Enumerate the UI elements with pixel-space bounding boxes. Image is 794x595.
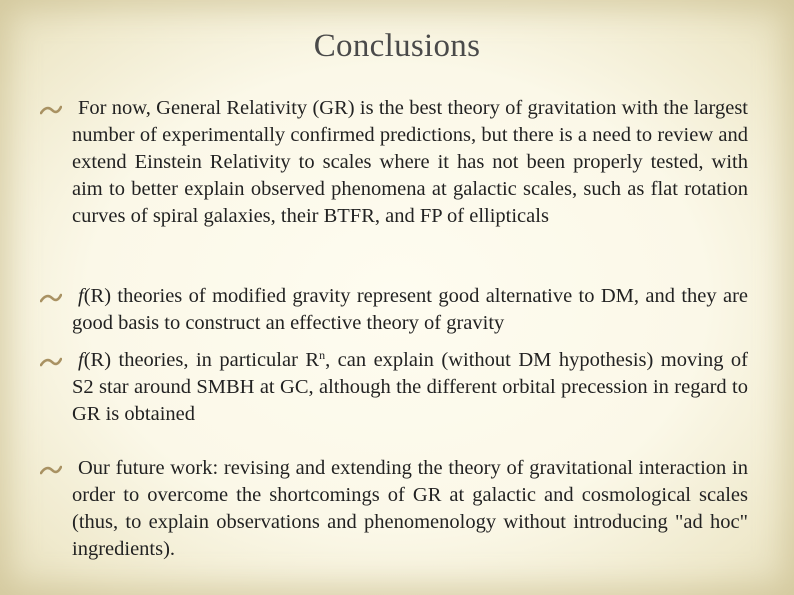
superscript-n: n	[319, 348, 326, 362]
bullet-marker-icon	[40, 292, 62, 304]
bullet-marker-icon	[40, 356, 62, 368]
bullet-text-part-a: (R) theories, in particular R	[83, 349, 320, 371]
bullet-text-part-b: , can explain (without DM hypothesis) moving of S2 star around SMBH at GC, although the different orbital precession in regard to GR is obtained	[72, 349, 748, 425]
bullet-marker-icon	[40, 464, 62, 476]
bullet-item-3	[72, 347, 748, 428]
bullet-item-1	[72, 95, 748, 230]
function-symbol: f	[78, 285, 84, 307]
bullet-marker-icon	[40, 104, 62, 116]
bullet-item-4	[72, 455, 748, 563]
slide-title: Conclusions	[313, 28, 481, 64]
bullet-text: For now, General Relativity (GR) is the best theory of gravitation with the largest number of experimentally confirmed predictions, but there is a need to review and extend Einstein Relativity to scales where it has not been properly tested, with aim to better explain observed phenomena at galactic scales, such as flat rotation curves of spiral galaxies, their BTFR, and FP of ellipticals	[72, 97, 748, 227]
bullet-text: Our future work: revising and extending the theory of gravitational interaction in order to overcome the shortcomings of GR at galactic and cosmological scales (thus, to explain observations and phenomenology without introducing "ad hoc" ingredients).	[72, 457, 748, 560]
function-symbol: f	[78, 349, 84, 371]
bullet-text: (R) theories of modified gravity represent good alternative to DM, and they are good basis to construct an effective theory of gravity	[72, 285, 748, 334]
bullet-item-2	[72, 283, 748, 337]
